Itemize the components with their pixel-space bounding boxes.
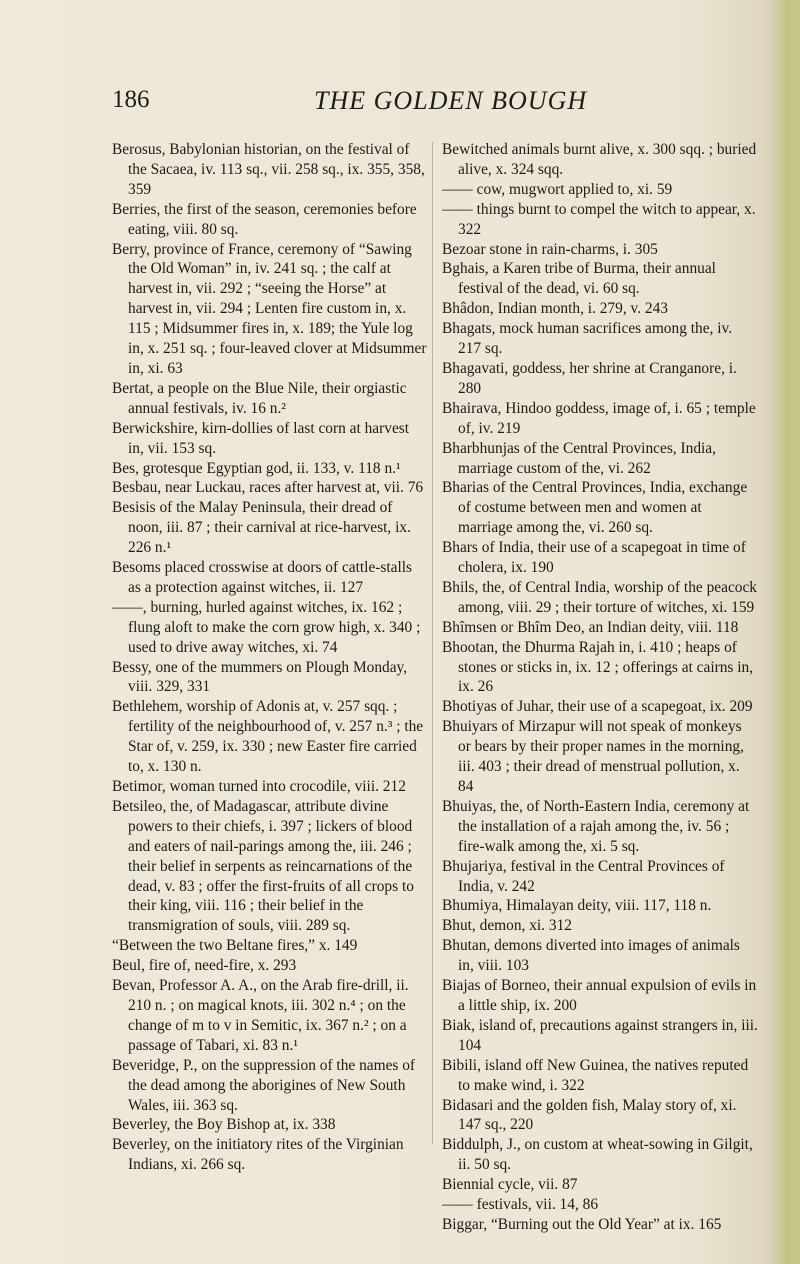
page-edge-shadow	[772, 0, 800, 1264]
index-entry: Bhîmsen or Bhîm Deo, an Indian deity, viii. 118	[442, 618, 739, 636]
index-entry: Besbau, near Luckau, races after harvest at, vii. 76	[112, 479, 424, 497]
index-entry: Bhâdon, Indian month, i. 279, v. 243	[442, 300, 668, 318]
index-entry: Bharias of the Central Provinces, India, exchange of costume between men and women at marriage among the, vi. 260 sq.	[442, 479, 748, 537]
index-entry: Bhagats, mock human sacrifices among the, iv. 217 sq.	[442, 320, 733, 358]
index-column-right	[442, 140, 758, 1235]
index-entry: Bhotiyas of Juhar, their use of a scapegoat, ix. 209	[442, 698, 753, 716]
running-title: THE GOLDEN BOUGH	[314, 86, 588, 115]
index-entry: Bhuiyas, the, of North-Eastern India, ceremony at the installation of a rajah among the, iv. 56 ; fire-walk among the, xi. 5 sq.	[442, 797, 750, 855]
index-entry: Bhars of India, their use of a scapegoat in time of cholera, ix. 190	[442, 539, 746, 577]
index-entry: Bertat, a people on the Blue Nile, their orgiastic annual festivals, iv. 16 n.²	[112, 379, 407, 417]
index-entry: Berwickshire, kirn-dollies of last corn at harvest in, vii. 153 sq.	[112, 419, 410, 457]
index-entry: Beul, fire of, need-fire, x. 293	[112, 957, 297, 975]
index-entry: Bhujariya, festival in the Central Provinces of India, v. 242	[442, 857, 725, 895]
index-entry: Bhumiya, Himalayan deity, viii. 117, 118 n.	[442, 897, 712, 915]
index-entry: Berries, the first of the season, ceremonies before eating, viii. 80 sq.	[112, 200, 417, 238]
page-header	[112, 86, 712, 118]
index-entry: Bghais, a Karen tribe of Burma, their annual festival of the dead, vi. 60 sq.	[442, 260, 716, 298]
index-entry: Bhootan, the Dhurma Rajah in, i. 410 ; heaps of stones or sticks in, ix. 12 ; offerings at cairns in, ix. 26	[442, 638, 754, 696]
index-entry: Bharbhunjas of the Central Provinces, India, marriage custom of the, vi. 262	[442, 439, 716, 477]
index-entry: Biajas of Borneo, their annual expulsion of evils in a little ship, ix. 200	[442, 977, 757, 1014]
index-entry: Beverley, on the initiatory rites of the Virginian Indians, xi. 266 sq.	[112, 1136, 404, 1174]
index-entry: Bhairava, Hindoo goddess, image of, i. 65 ; temple of, iv. 219	[442, 399, 756, 437]
index-entry: Bhut, demon, xi. 312	[442, 917, 572, 935]
index-entry: ——, burning, hurled against witches, ix. 162 ; flung aloft to make the corn grow high, x. 340 ; used to drive away witches, xi. 74	[112, 598, 421, 656]
index-entry: —— cow, mugwort applied to, xi. 59	[442, 180, 673, 198]
index-entry: Beverley, the Boy Bishop at, ix. 338	[112, 1116, 336, 1134]
index-entry: Betimor, woman turned into crocodile, viii. 212	[112, 778, 406, 795]
index-entry: Bewitched animals burnt alive, x. 300 sqq. ; buried alive, x. 324 sqq.	[442, 141, 757, 178]
index-entry: Bes, grotesque Egyptian god, ii. 133, v. 118 n.¹	[112, 459, 401, 477]
index-entry: Bethlehem, worship of Adonis at, v. 257 sqq. ; fertility of the neighbourhood of, v. 257 n.³ ; the Star of, v. 259, ix. 330 ; new Easter fire carried to, x. 130 n.	[112, 698, 424, 776]
index-entry: Bezoar stone in rain-charms, i. 305	[442, 240, 658, 258]
index-entry: Besoms placed crosswise at doors of cattle-stalls as a protection against witches, ii. 127	[112, 559, 413, 596]
index-entry: “Between the two Beltane fires,” x. 149	[112, 937, 358, 955]
column-divider	[432, 142, 433, 1144]
index-entry: Bevan, Professor A. A., on the Arab fire-drill, ii. 210 n. ; on magical knots, iii. 302 n.⁴ ; on the change of m to v in Semitic, ix. 367 n.² ; on a passage of Tabari, xi. 83 n.¹	[112, 977, 409, 1054]
index-entry: Biak, island of, precautions against strangers in, iii. 104	[442, 1016, 758, 1054]
index-entry: Biddulph, J., on custom at wheat-sowing in Gilgit, ii. 50 sq.	[442, 1136, 753, 1174]
index-entry: Bhutan, demons diverted into images of animals in, viii. 103	[442, 937, 740, 975]
index-entry: —— festivals, vii. 14, 86	[442, 1196, 599, 1214]
index-entry: Biennial cycle, vii. 87	[442, 1176, 578, 1194]
index-entry: Berry, province of France, ceremony of “Sawing the Old Woman” in, iv. 241 sq. ; the calf at harvest in, vii. 292 ; “seeing the Horse” at harvest in, vii. 294 ; Lenten fire custom in, x. 115 ; Midsummer fires in, x. 189; the Yule log in, x. 251 sq. ; four-leaved clover at Midsummer in, xi. 63	[112, 240, 427, 377]
index-entry: Bidasari and the golden fish, Malay story of, xi. 147 sq., 220	[442, 1096, 737, 1134]
index-column-left	[112, 140, 428, 1175]
index-entry: Betsileo, the, of Madagascar, attribute divine powers to their chiefs, i. 397 ; lickers of blood and eaters of nail-parings among the, iii. 246 ; their belief in serpents as reincarnations of the dead, v. 83 ; offer the first-fruits of all crops to their king, viii. 116 ; their belief in the transmigration of souls, viii. 289 sq.	[112, 797, 414, 935]
index-entry: Bessy, one of the mummers on Plough Monday, viii. 329, 331	[112, 658, 408, 696]
index-entry: Besisis of the Malay Peninsula, their dread of noon, iii. 87 ; their carnival at rice-harvest, ix. 226 n.¹	[112, 499, 411, 557]
index-entry: Bhuiyars of Mirzapur will not speak of monkeys or bears by their proper names in the morning, iii. 403 ; their dread of menstrual pollution, x. 84	[442, 718, 744, 795]
index-entry: Bhils, the, of Central India, worship of the peacock among, viii. 29 ; their torture of witches, xi. 159	[442, 578, 757, 616]
index-entry: Bibili, island off New Guinea, the natives reputed to make wind, i. 322	[442, 1056, 749, 1094]
index-entry: Bhagavati, goddess, her shrine at Cranganore, i. 280	[442, 359, 737, 397]
index-entry: Biggar, “Burning out the Old Year” at ix. 165	[442, 1215, 722, 1233]
page-number: 186	[112, 86, 150, 113]
index-entry: Beveridge, P., on the suppression of the names of the dead among the aborigines of New South Wales, iii. 363 sq.	[112, 1056, 416, 1114]
index-entry: Berosus, Babylonian historian, on the festival of the Sacaea, iv. 113 sq., vii. 258 sq., ix. 355, 358, 359	[112, 141, 425, 198]
index-entry: —— things burnt to compel the witch to appear, x. 322	[442, 200, 756, 238]
